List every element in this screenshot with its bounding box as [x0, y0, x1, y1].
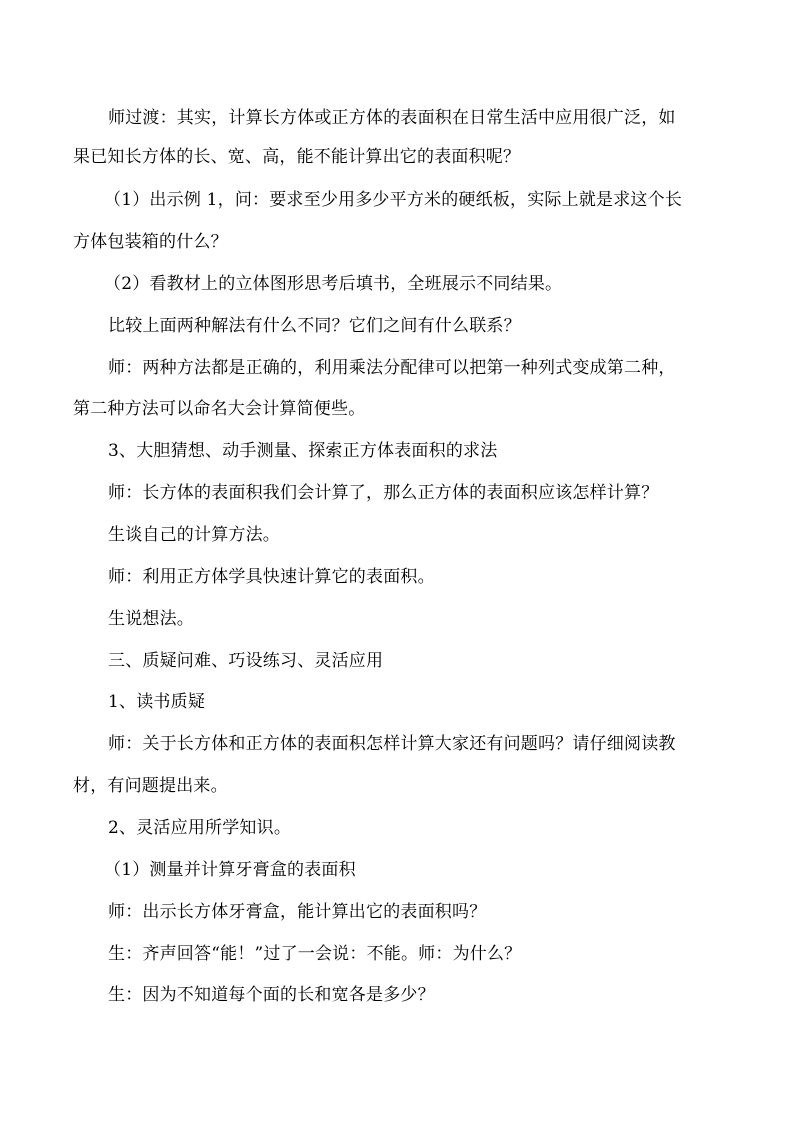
paragraph-line: 师：两种方法都是正确的，利用乘法分配律可以把第一种列式变成第二种， [108, 358, 676, 378]
paragraph-line: 师：关于长方体和正方体的表面积怎样计算大家还有问题吗？请仔细阅读教 [108, 734, 676, 754]
paragraph-line: 师：利用正方体学具快速计算它的表面积。 [108, 567, 435, 587]
paragraph-line: 第二种方法可以命名大会计算简便些。 [73, 399, 366, 419]
paragraph-line: 生说想法。 [108, 609, 194, 629]
section-heading: 1、读书质疑 [108, 692, 206, 712]
paragraph-line: 生谈自己的计算方法。 [108, 525, 280, 545]
paragraph-line: 比较上面两种解法有什么不同？它们之间有什么联系？ [108, 316, 521, 336]
paragraph-line: 生：因为不知道每个面的长和宽各是多少？ [108, 985, 435, 1005]
section-heading: 3、大胆猜想、动手测量、探索正方体表面积的求法 [108, 441, 498, 461]
paragraph-line: 材，有问题提出来。 [73, 776, 228, 796]
paragraph-line: 生：齐声回答“能！”过了一会说：不能。师：为什么？ [108, 944, 522, 964]
section-heading: 2、灵活应用所学知识。 [108, 818, 292, 838]
paragraph-line: 果已知长方体的长、宽、高，能不能计算出它的表面积呢？ [73, 147, 521, 167]
paragraph-line: 师：出示长方体牙膏盒，能计算出它的表面积吗？ [108, 902, 487, 922]
section-heading: 三、质疑问难、巧设练习、灵活应用 [108, 651, 384, 671]
paragraph-line: 师过渡：其实，计算长方体或正方体的表面积在日常生活中应用很广泛，如 [108, 108, 676, 128]
paragraph-line: 师：长方体的表面积我们会计算了，那么正方体的表面积应该怎样计算？ [108, 483, 659, 503]
paragraph-line: （1）测量并计算牙膏盒的表面积 [104, 860, 356, 880]
paragraph-line: （1）出示例 1，问：要求至少用多少平方米的硬纸板，实际上就是求这个长 [104, 190, 683, 210]
paragraph-line: （2）看教材上的立体图形思考后填书，全班展示不同结果。 [104, 274, 563, 294]
paragraph-line: 方体包装箱的什么？ [73, 232, 228, 252]
